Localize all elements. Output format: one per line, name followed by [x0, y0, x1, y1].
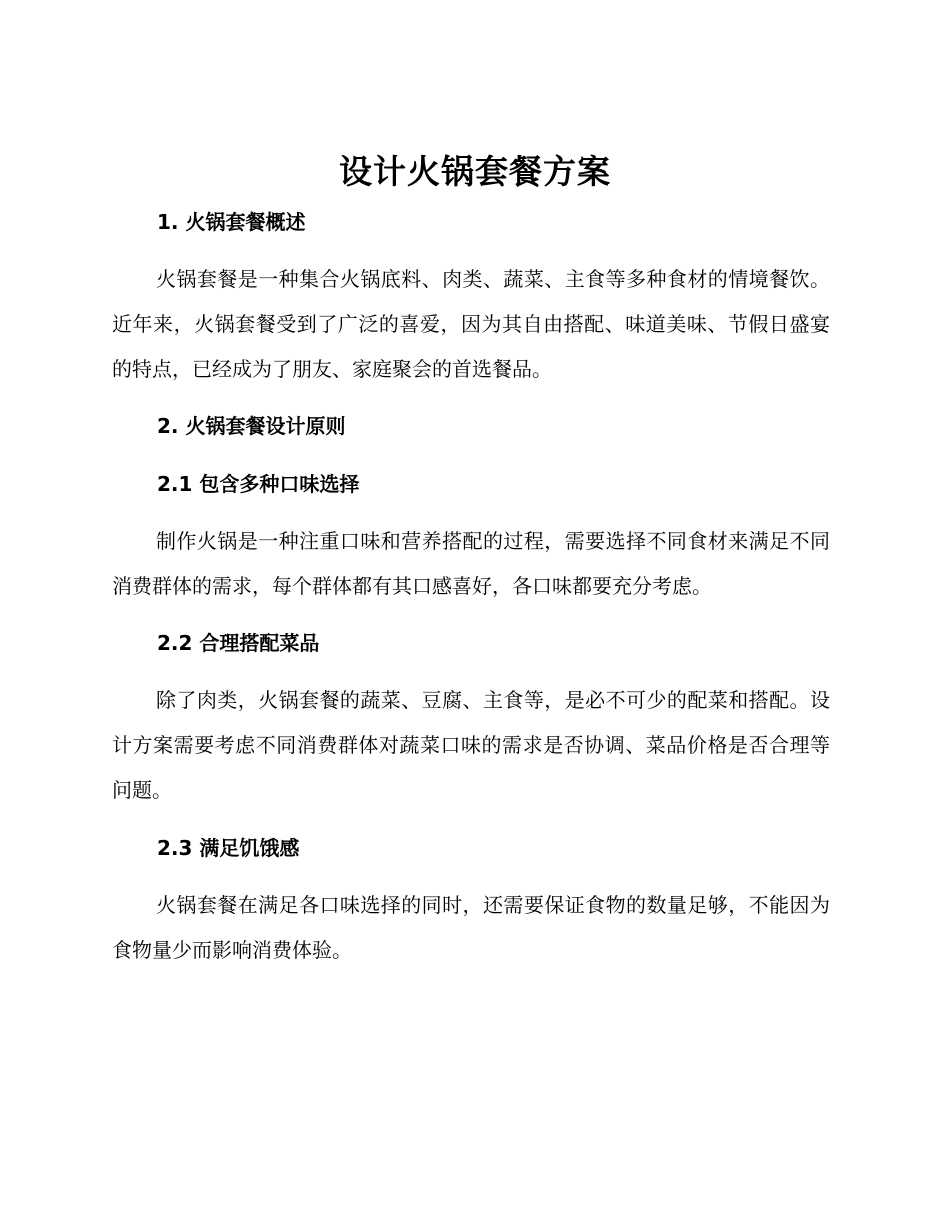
section-paragraph-flavors: 制作火锅是一种注重口味和营养搭配的过程，需要选择不同食材来满足不同消费群体的需求，每个群体都有其口感喜好，各口味都要充分考虑。 — [112, 529, 830, 598]
section-heading-principles: 2. 火锅套餐设计原则 — [157, 414, 346, 438]
section-paragraph-pairing: 除了肉类，火锅套餐的蔬菜、豆腐、主食等，是必不可少的配菜和搭配。设计方案需要考虑不同消费群体对蔬菜口味的需求是否协调、菜品价格是否合理等问题。 — [112, 688, 830, 802]
document-title: 设计火锅套餐方案 — [339, 152, 611, 191]
section-heading-overview: 1. 火锅套餐概述 — [157, 210, 306, 234]
section-heading-pairing: 2.2 合理搭配菜品 — [157, 631, 320, 655]
section-paragraph-overview: 火锅套餐是一种集合火锅底料、肉类、蔬菜、主食等多种食材的情境餐饮。近年来，火锅套餐受到了广泛的喜爱，因为其自由搭配、味道美味、节假日盛宴的特点，已经成为了朋友、家庭聚会的首选餐品。 — [112, 267, 830, 381]
section-heading-flavors: 2.1 包含多种口味选择 — [157, 472, 360, 496]
section-heading-satiety: 2.3 满足饥饿感 — [157, 836, 300, 860]
section-paragraph-satiety: 火锅套餐在满足各口味选择的同时，还需要保证食物的数量足够，不能因为食物量少而影响消费体验。 — [112, 893, 830, 962]
